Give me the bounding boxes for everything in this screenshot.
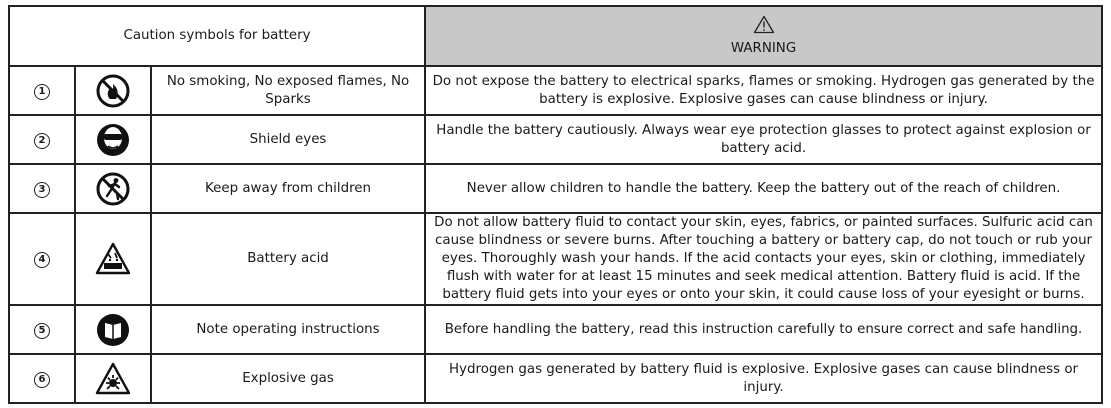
warning-text: Do not allow battery fluid to contact your skin, eyes, fabrics, or painted surfaces. Sulfuric acid can cause blindness or severe burns. After touching a battery or battery cap, do not touch or rub your eyes. Thoroughly wash your hands. If the acid contacts your eyes, skin or clothing, immediately flush with water for at least 15 minutes and seek medical attention. Battery fluid is acid. If the battery fluid gets into your eyes or onto your skin, it could cause loss of your eyesight or burns. — [425, 213, 1102, 305]
row-number: 4 — [9, 213, 75, 305]
row-number: 6 — [9, 354, 75, 403]
warning-label: WARNING — [730, 40, 797, 56]
no-smoking-flames-sparks-icon — [96, 74, 130, 108]
caution-table — [8, 5, 1103, 404]
row-number: 2 — [9, 115, 75, 164]
warning-triangle-icon — [753, 15, 775, 34]
table-row — [9, 115, 1102, 164]
table-row — [9, 305, 1102, 354]
warning-text: Handle the battery cautiously. Always wear eye protection glasses to protect against explosion or battery acid. — [425, 115, 1102, 164]
header-row — [9, 6, 1102, 66]
header-caution-symbols: Caution symbols for battery — [9, 6, 425, 66]
operating-instructions-icon — [96, 313, 130, 347]
warning-text: Never allow children to handle the battery. Keep the battery out of the reach of children. — [425, 164, 1102, 213]
warning-text: Do not expose the battery to electrical sparks, flames or smoking. Hydrogen gas generated by the battery is explosive. Explosive gases can cause blindness or injury. — [425, 66, 1102, 115]
row-number: 1 — [9, 66, 75, 115]
header-warning — [425, 6, 1102, 66]
battery-acid-icon — [95, 242, 131, 276]
symbol-label: Note operating instructions — [151, 305, 425, 354]
warning-text: Before handling the battery, read this instruction carefully to ensure correct and safe handling. — [425, 305, 1102, 354]
explosive-gas-icon — [95, 362, 131, 396]
symbol-label: Shield eyes — [151, 115, 425, 164]
table-row — [9, 164, 1102, 213]
symbol-label: No smoking, No exposed flames, No Sparks — [151, 66, 425, 115]
table-row — [9, 213, 1102, 305]
keep-away-children-icon — [96, 172, 130, 206]
table-row — [9, 354, 1102, 403]
row-number: 5 — [9, 305, 75, 354]
symbol-label: Keep away from children — [151, 164, 425, 213]
table-row — [9, 66, 1102, 115]
symbol-label: Battery acid — [151, 213, 425, 305]
symbol-label: Explosive gas — [151, 354, 425, 403]
shield-eyes-icon — [96, 123, 130, 157]
warning-text: Hydrogen gas generated by battery fluid is explosive. Explosive gases can cause blindness or injury. — [425, 354, 1102, 403]
row-number: 3 — [9, 164, 75, 213]
